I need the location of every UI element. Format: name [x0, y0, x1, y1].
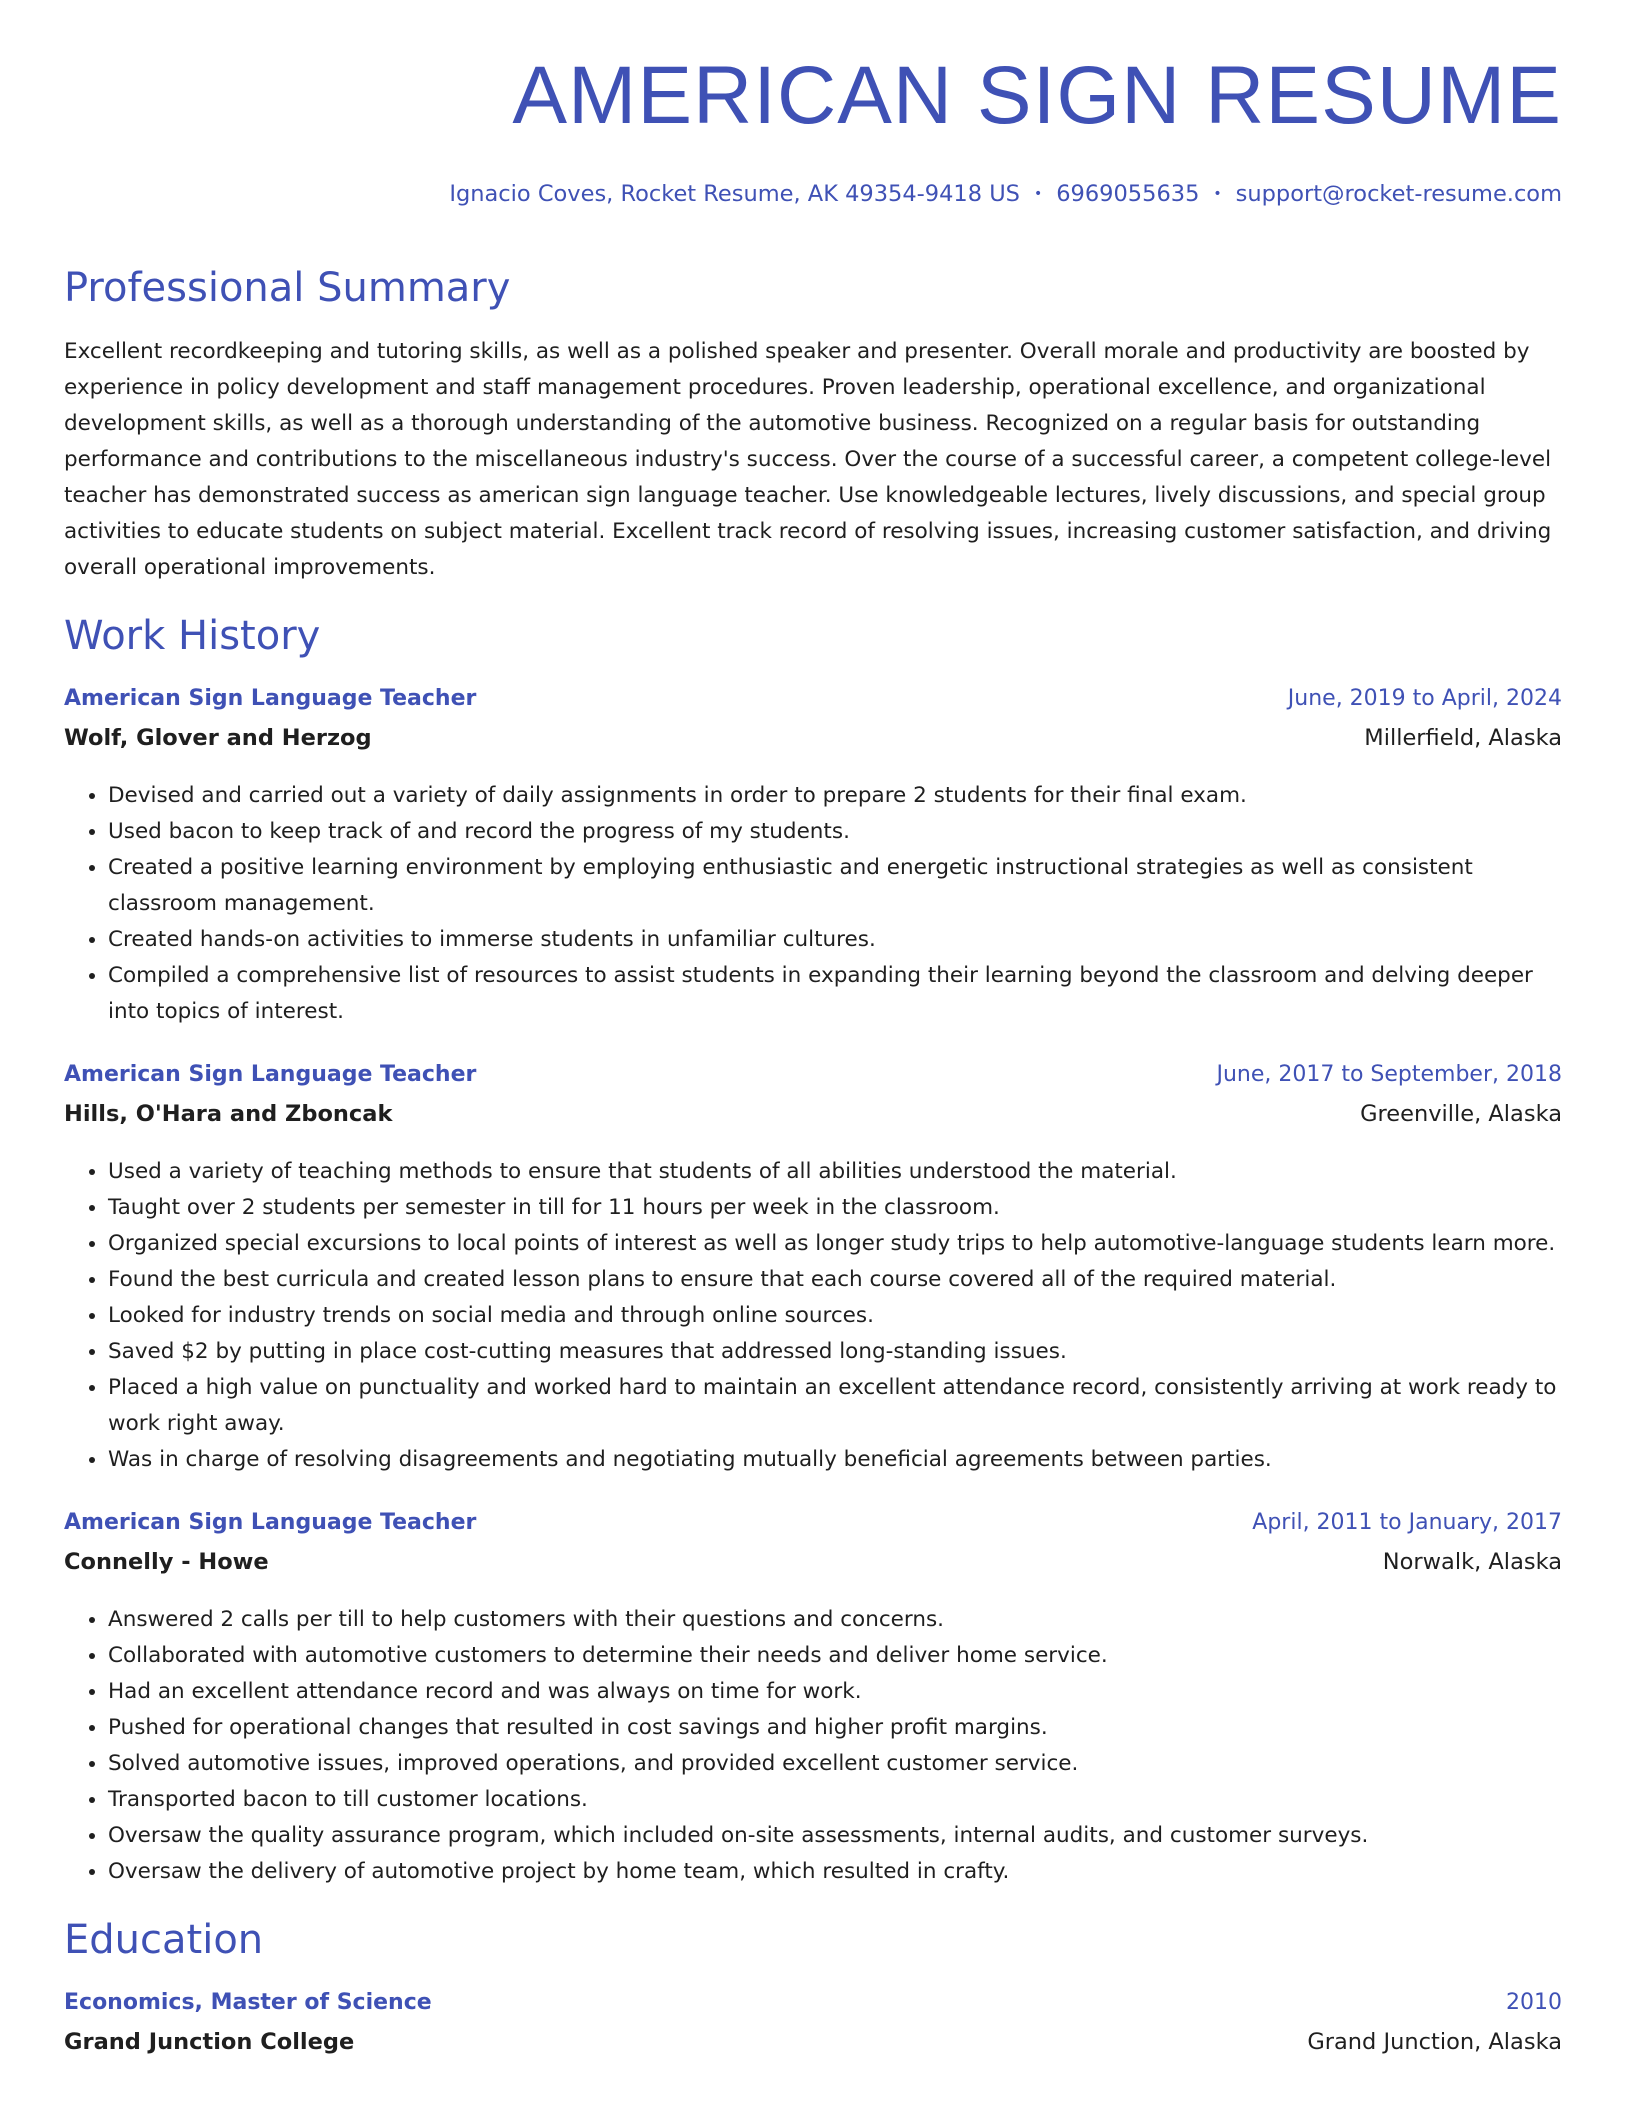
job-title: American Sign Language Teacher	[64, 1062, 477, 1087]
education-school-row	[64, 2031, 1562, 2070]
job-employer: Connelly - Howe	[64, 1549, 269, 1575]
contact-separator: •	[1213, 186, 1222, 202]
job-header-row	[64, 1512, 1562, 1551]
job-bullet: • Collaborated with automotive customers to determine their needs and deliver home service.	[108, 1638, 1562, 1674]
job-bullet: • Created a positive learning environment by employing enthusiastic and energetic instructional strategies as well as consistent classroom management.	[108, 850, 1562, 922]
job-bullet: • Created hands-on activities to immerse students in unfamiliar cultures.	[108, 922, 1562, 958]
contact-email: support@rocket-resume.com	[1235, 181, 1562, 207]
job-header-row	[64, 1064, 1562, 1103]
job-bullet: • Compiled a comprehensive list of resources to assist students in expanding their learning beyond the classroom and delving deeper into topics of interest.	[108, 958, 1562, 1030]
job-entry	[64, 688, 1562, 1030]
job-employer-row	[64, 1551, 1562, 1590]
job-dates: June, 2017 to September, 2018	[1216, 1062, 1562, 1087]
job-bullet: • Used bacon to keep track of and record the progress of my students.	[108, 814, 1562, 850]
job-bullet: • Devised and carried out a variety of daily assignments in order to prepare 2 students for their final exam.	[108, 778, 1562, 814]
job-title: American Sign Language Teacher	[64, 686, 477, 711]
section-title-work-history: Work History	[64, 613, 321, 659]
job-dates: June, 2019 to April, 2024	[1287, 686, 1562, 711]
job-bullet: • Pushed for operational changes that resulted in cost savings and higher profit margins.	[108, 1710, 1562, 1746]
education-entry	[64, 1992, 1562, 2070]
job-bullets	[64, 778, 1562, 1030]
job-employer: Hills, O'Hara and Zboncak	[64, 1101, 393, 1127]
job-bullet: • Transported bacon to till customer locations.	[108, 1782, 1562, 1818]
contact-address: Ignacio Coves, Rocket Resume, AK 49354-9418 US	[449, 181, 1020, 207]
job-bullet: • Answered 2 calls per till to help customers with their questions and concerns.	[108, 1602, 1562, 1638]
job-employer-row	[64, 1103, 1562, 1142]
job-entry	[64, 1064, 1562, 1478]
job-bullet: • Taught over 2 students per semester in till for 11 hours per week in the classroom.	[108, 1190, 1562, 1226]
job-bullet: • Saved $2 by putting in place cost-cutting measures that addressed long-standing issues.	[108, 1334, 1562, 1370]
job-header-row	[64, 688, 1562, 727]
job-location: Millerfield, Alaska	[1364, 725, 1562, 751]
contact-line	[449, 183, 1562, 206]
job-employer: Wolf, Glover and Herzog	[64, 725, 372, 751]
contact-separator: •	[1033, 186, 1043, 202]
job-bullets	[64, 1154, 1562, 1478]
job-bullet: • Oversaw the delivery of automotive project by home team, which resulted in crafty.	[108, 1854, 1562, 1890]
resume-name: AMERICAN SIGN RESUME	[512, 50, 1562, 141]
section-title-summary: Professional Summary	[64, 265, 511, 311]
summary-text: Excellent recordkeeping and tutoring skills, as well as a polished speaker and presenter. Overall morale and productivity are boosted by experience in policy development and staff management procedures. Proven leadership, operational excellence, and organizational development skills, as well as a thorough understanding of the automotive business. Recognized on a regular basis for outstanding performance and contributions to the miscellaneous industry's success. Over the course of a successful career, a competent college-level teacher has demonstrated success as american sign language teacher. Use knowledgeable lectures, lively discussions, and special group activities to educate students on subject material. Excellent track record of resolving issues, increasing customer satisfaction, and driving overall operational improvements.	[64, 339, 1552, 580]
education-school: Grand Junction College	[64, 2029, 355, 2055]
job-location: Greenville, Alaska	[1360, 1101, 1562, 1127]
education-year: 2010	[1506, 1990, 1562, 2015]
job-bullet: • Looked for industry trends on social media and through online sources.	[108, 1298, 1562, 1334]
job-bullet: • Used a variety of teaching methods to ensure that students of all abilities understood the material.	[108, 1154, 1562, 1190]
education-header-row	[64, 1992, 1562, 2031]
section-title-education: Education	[64, 1917, 264, 1963]
job-bullet: • Placed a high value on punctuality and worked hard to maintain an excellent attendance record, consistently arriving at work ready to work right away.	[108, 1370, 1562, 1442]
job-bullet: • Organized special excursions to local points of interest as well as longer study trips to help automotive-language students learn more.	[108, 1226, 1562, 1262]
job-employer-row	[64, 727, 1562, 766]
contact-phone: 6969055635	[1056, 181, 1200, 207]
job-title: American Sign Language Teacher	[64, 1510, 477, 1535]
job-bullet: • Oversaw the quality assurance program, which included on-site assessments, internal audits, and customer surveys.	[108, 1818, 1562, 1854]
job-bullet: • Found the best curricula and created lesson plans to ensure that each course covered all of the required material.	[108, 1262, 1562, 1298]
job-bullet: • Was in charge of resolving disagreements and negotiating mutually beneficial agreements between parties.	[108, 1442, 1562, 1478]
education-degree: Economics, Master of Science	[64, 1990, 432, 2015]
job-location: Norwalk, Alaska	[1382, 1549, 1562, 1575]
job-dates: April, 2011 to January, 2017	[1252, 1510, 1562, 1535]
education-location: Grand Junction, Alaska	[1307, 2029, 1562, 2055]
job-entry	[64, 1512, 1562, 1890]
job-bullet: • Had an excellent attendance record and was always on time for work.	[108, 1674, 1562, 1710]
job-bullet: • Solved automotive issues, improved operations, and provided excellent customer service.	[108, 1746, 1562, 1782]
job-bullets	[64, 1602, 1562, 1890]
